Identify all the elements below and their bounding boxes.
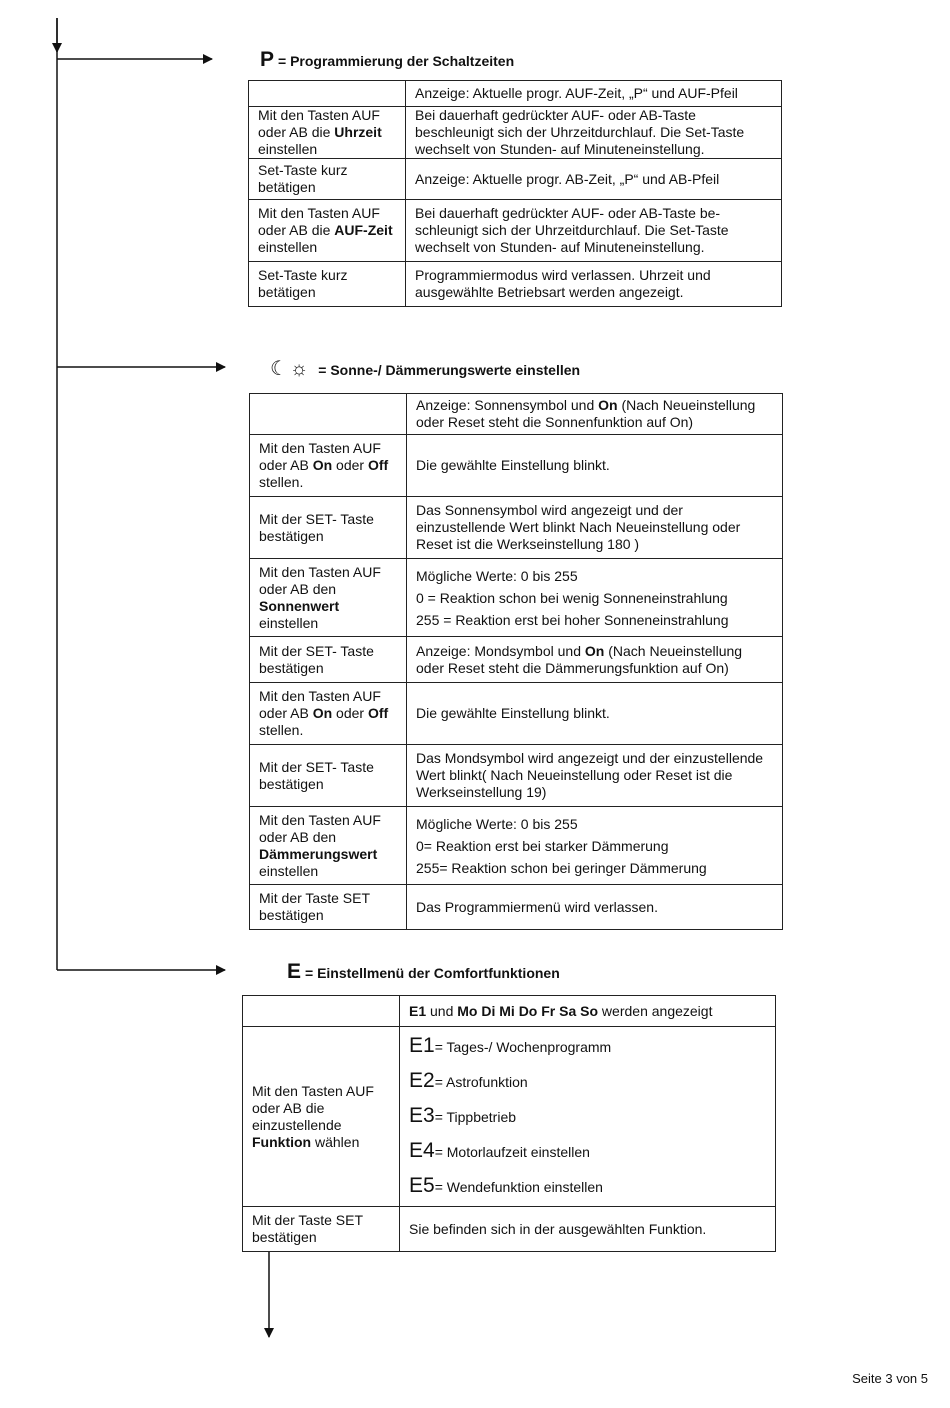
action-cell — [243, 996, 400, 1027]
value-line: Mögliche Werte: 0 bis 255 — [416, 567, 578, 584]
description-cell: Bei dauerhaft gedrückter AUF- oder AB-Taste beschleunigt sich der Uhrzeitdurchlauf. Die Set-Taste wechselt von Stunden- auf Minuteneinstellung. — [406, 107, 782, 159]
description-cell: E1 und Mo Di Mi Do Fr Sa So werden angezeigt — [400, 996, 776, 1027]
action-cell: Mit der SET- Taste bestätigen — [250, 497, 407, 559]
table-row — [250, 807, 783, 885]
value-line: 255= Reaktion schon bei geringer Dämmerung — [416, 859, 707, 876]
bold-term: AUF-Zeit — [334, 222, 393, 238]
function-label: = Astrofunktion — [434, 1074, 528, 1090]
description-cell: Anzeige: Aktuelle progr. AUF-Zeit, „P“ und AUF-Pfeil — [406, 81, 782, 107]
section-e-heading — [287, 960, 560, 984]
bold-term: On — [584, 642, 605, 659]
function-code: E4 — [409, 1139, 435, 1162]
function-code: E1 — [409, 1034, 435, 1057]
section-sun-title: = Sonne-/ Dämmerungswerte einstellen — [318, 362, 581, 378]
action-cell: Mit den Tasten AUF oder AB den Dämmerungswert einstellen — [250, 807, 407, 885]
table-row — [250, 745, 783, 807]
function-label: = Wendefunktion einstellen — [434, 1179, 603, 1195]
description-cell: Das Programmiermenü wird verlassen. — [407, 885, 783, 930]
description-cell: Die gewählte Einstellung blinkt. — [407, 683, 783, 745]
function-item — [409, 1134, 766, 1169]
section-p-heading — [260, 48, 514, 72]
function-item — [409, 1064, 766, 1099]
function-label: = Tages-/ Wochenprogramm — [434, 1039, 612, 1055]
description-cell: Anzeige: Mondsymbol und On (Nach Neueinstellung oder Reset steht die Dämmerungsfunktion auf On) — [407, 637, 783, 683]
description-cell — [400, 1027, 776, 1207]
bold-term: On — [598, 397, 618, 413]
action-cell: Mit der Taste SET bestätigen — [243, 1207, 400, 1252]
table-row — [243, 1207, 776, 1252]
description-cell: Das Mondsymbol wird angezeigt und der einzustellende Wert blinkt( Nach Neueinstellung oder Reset ist die Werkseinstellung 19) — [407, 745, 783, 807]
action-cell: Set-Taste kurz betätigen — [249, 262, 406, 307]
table-row — [250, 885, 783, 930]
table-row — [250, 394, 783, 435]
bold-term: Sonnenwert — [259, 597, 340, 614]
value-line: Mögliche Werte: 0 bis 255 — [416, 815, 578, 832]
table-row — [250, 683, 783, 745]
bold-term: Funktion — [252, 1133, 312, 1150]
section-sun-heading — [270, 356, 580, 381]
table-row — [250, 497, 783, 559]
action-cell: Mit der Taste SET bestätigen — [250, 885, 407, 930]
function-label: = Motorlaufzeit einstellen — [434, 1144, 590, 1160]
action-cell: Mit den Tasten AUF oder AB die einzustellende Funktion wählen — [243, 1027, 400, 1207]
function-code: E3 — [409, 1104, 435, 1127]
page-number: Seite 3 von 5 — [852, 1371, 928, 1386]
action-cell: Mit den Tasten AUF oder AB den Sonnenwert einstellen — [250, 559, 407, 637]
table-row — [249, 81, 782, 107]
value-line: 0= Reaktion erst bei starker Dämmerung — [416, 837, 669, 854]
bold-term: On — [312, 457, 333, 473]
function-code: E2 — [409, 1069, 435, 1092]
bold-term: Dämmerungswert — [259, 845, 378, 862]
table-row — [250, 559, 783, 637]
description-cell: Bei dauerhaft gedrückter AUF- oder AB-Taste be-schleunigt sich der Uhrzeitdurchlauf. Die Set-Taste wechselt von Stunden- auf Minuteneinstellung. — [406, 200, 782, 262]
action-cell: Mit der SET- Taste bestätigen — [250, 637, 407, 683]
bold-term: Mo Di Mi Do Fr Sa So — [457, 1002, 599, 1019]
table-row — [249, 262, 782, 307]
function-item — [409, 1169, 766, 1204]
action-cell: Mit der SET- Taste bestätigen — [250, 745, 407, 807]
table-row — [243, 996, 776, 1027]
action-cell: Mit den Tasten AUF oder AB On oder Off stellen. — [250, 435, 407, 497]
action-cell — [249, 81, 406, 107]
moon-sun-icon: ☾☼ — [270, 358, 311, 380]
description-cell — [407, 559, 783, 637]
table-row — [250, 435, 783, 497]
table-row — [243, 1027, 776, 1207]
function-code: E5 — [409, 1174, 435, 1197]
bold-term: Uhrzeit — [334, 124, 382, 140]
comfort-functions-table — [242, 995, 776, 1252]
table-row — [249, 107, 782, 159]
bold-term: Off — [367, 705, 389, 721]
value-line: 0 = Reaktion schon bei wenig Sonneneinstrahlung — [416, 589, 728, 606]
sun-twilight-table — [249, 393, 783, 930]
action-cell: Mit den Tasten AUF oder AB die Uhrzeit einstellen — [249, 107, 406, 159]
description-cell — [407, 807, 783, 885]
description-cell: Die gewählte Einstellung blinkt. — [407, 435, 783, 497]
bold-term: On — [312, 705, 333, 721]
section-e-letter: E — [287, 960, 302, 983]
action-cell: Mit den Tasten AUF oder AB On oder Off stellen. — [250, 683, 407, 745]
description-cell: Programmiermodus wird verlassen. Uhrzeit und ausgewählte Betriebsart werden angezeigt. — [406, 262, 782, 307]
description-cell: Sie befinden sich in der ausgewählten Funktion. — [400, 1207, 776, 1252]
table-row — [250, 637, 783, 683]
programming-table — [248, 80, 782, 307]
action-cell: Set-Taste kurz betätigen — [249, 159, 406, 200]
description-cell: Anzeige: Sonnensymbol und On (Nach Neueinstellung oder Reset steht die Sonnenfunktion auf On) — [407, 394, 783, 435]
action-cell: Mit den Tasten AUF oder AB die AUF-Zeit einstellen — [249, 200, 406, 262]
action-cell — [250, 394, 407, 435]
function-item — [409, 1099, 766, 1134]
bold-term: Off — [367, 457, 389, 473]
description-cell: Anzeige: Aktuelle progr. AB-Zeit, „P“ und AB-Pfeil — [406, 159, 782, 200]
section-e-title: = Einstellmenü der Comfortfunktionen — [305, 965, 560, 981]
function-item — [409, 1029, 766, 1064]
section-p-title: = Programmierung der Schaltzeiten — [278, 53, 515, 69]
table-row — [249, 159, 782, 200]
bold-term: E1 — [409, 1002, 427, 1019]
function-label: = Tippbetrieb — [434, 1109, 517, 1125]
table-row — [249, 200, 782, 262]
value-line: 255 = Reaktion erst bei hoher Sonneneinstrahlung — [416, 611, 729, 628]
section-p-letter: P — [260, 48, 275, 71]
description-cell: Das Sonnensymbol wird angezeigt und der einzustellende Wert blinkt Nach Neueinstellung oder Reset ist die Werkseinstellung 180 ) — [407, 497, 783, 559]
